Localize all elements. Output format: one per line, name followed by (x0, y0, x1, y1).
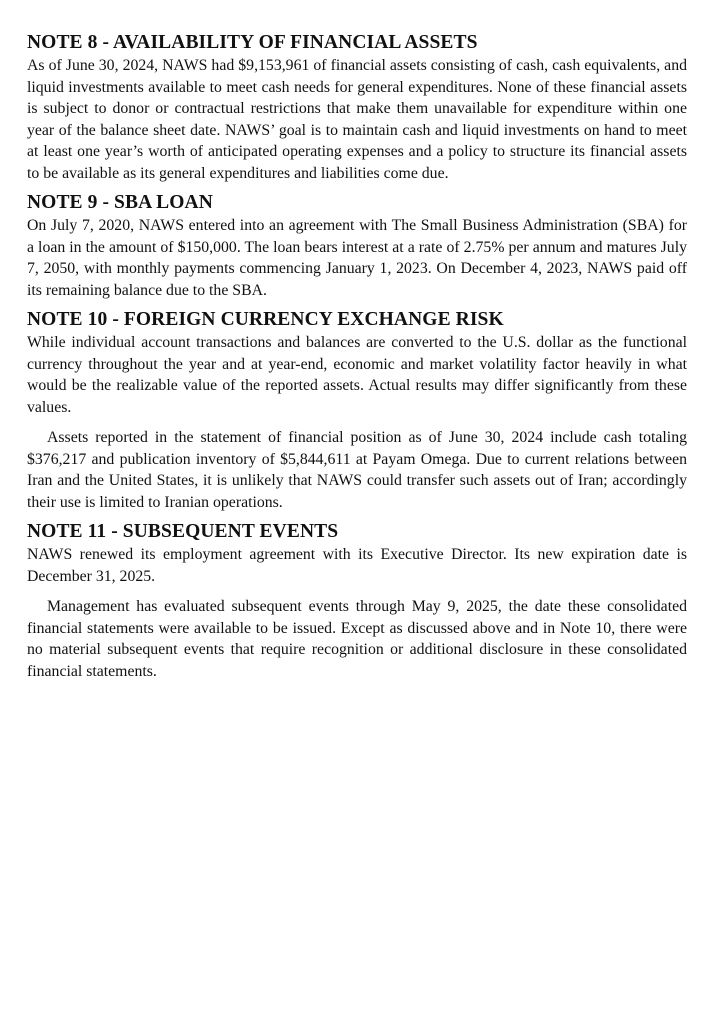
note-heading: NOTE 11 - SUBSEQUENT EVENTS (27, 521, 339, 542)
note-heading: NOTE 8 - AVAILABILITY OF FINANCIAL ASSETS (27, 32, 478, 53)
note-paragraph: Assets reported in the statement of financial position as of June 30, 2024 include cash totaling $376,217 and publication inventory of $5,844,611 at Payam Omega. Due to current relations between Iran and the United States, it is unlikely that NAWS could transfer such assets out of Iran; accordingly their use is limited to Iranian operations. (27, 429, 687, 511)
note-paragraph: As of June 30, 2024, NAWS had $9,153,961 of financial assets consisting of cash, cash equivalents, and liquid investments available to meet cash needs for general expenditures. None of these financial assets is subject to donor or contractual restrictions that make them unavailable for expenditure within one year of the balance sheet date. NAWS’ goal is to maintain cash and liquid investments on hand to meet at least one year’s worth of anticipated operating expenses and a policy to structure its financial assets to be available as its general expenditures and liabilities come due. (27, 57, 687, 182)
note-heading: NOTE 10 - FOREIGN CURRENCY EXCHANGE RISK (27, 309, 504, 330)
note-8-availability-of-financial-assets (27, 31, 687, 184)
note-10-foreign-currency-exchange-risk (27, 308, 687, 513)
note-paragraph: While individual account transactions and balances are converted to the U.S. dollar as the functional currency throughout the year and at year-end, economic and market volatility factor heavily in what would be the realizable value of the reported assets. Actual results may differ significantly from these values. (27, 334, 687, 416)
note-paragraph: NAWS renewed its employment agreement with its Executive Director. Its new expiration date is December 31, 2025. (27, 546, 687, 585)
note-heading: NOTE 9 - SBA LOAN (27, 192, 213, 213)
note-11-subsequent-events (27, 520, 687, 682)
note-9-sba-loan (27, 191, 687, 301)
note-paragraph: On July 7, 2020, NAWS entered into an agreement with The Small Business Administration (SBA) for a loan in the amount of $150,000. The loan bears interest at a rate of 2.75% per annum and matures July 7, 2050, with monthly payments commencing January 1, 2023. On December 4, 2023, NAWS paid off its remaining balance due to the SBA. (27, 217, 687, 299)
document-page (27, 31, 687, 682)
note-paragraph: Management has evaluated subsequent events through May 9, 2025, the date these consolidated financial statements were available to be issued. Except as discussed above and in Note 10, there were no material subsequent events that require recognition or additional disclosure in these consolidated financial statements. (27, 598, 687, 680)
